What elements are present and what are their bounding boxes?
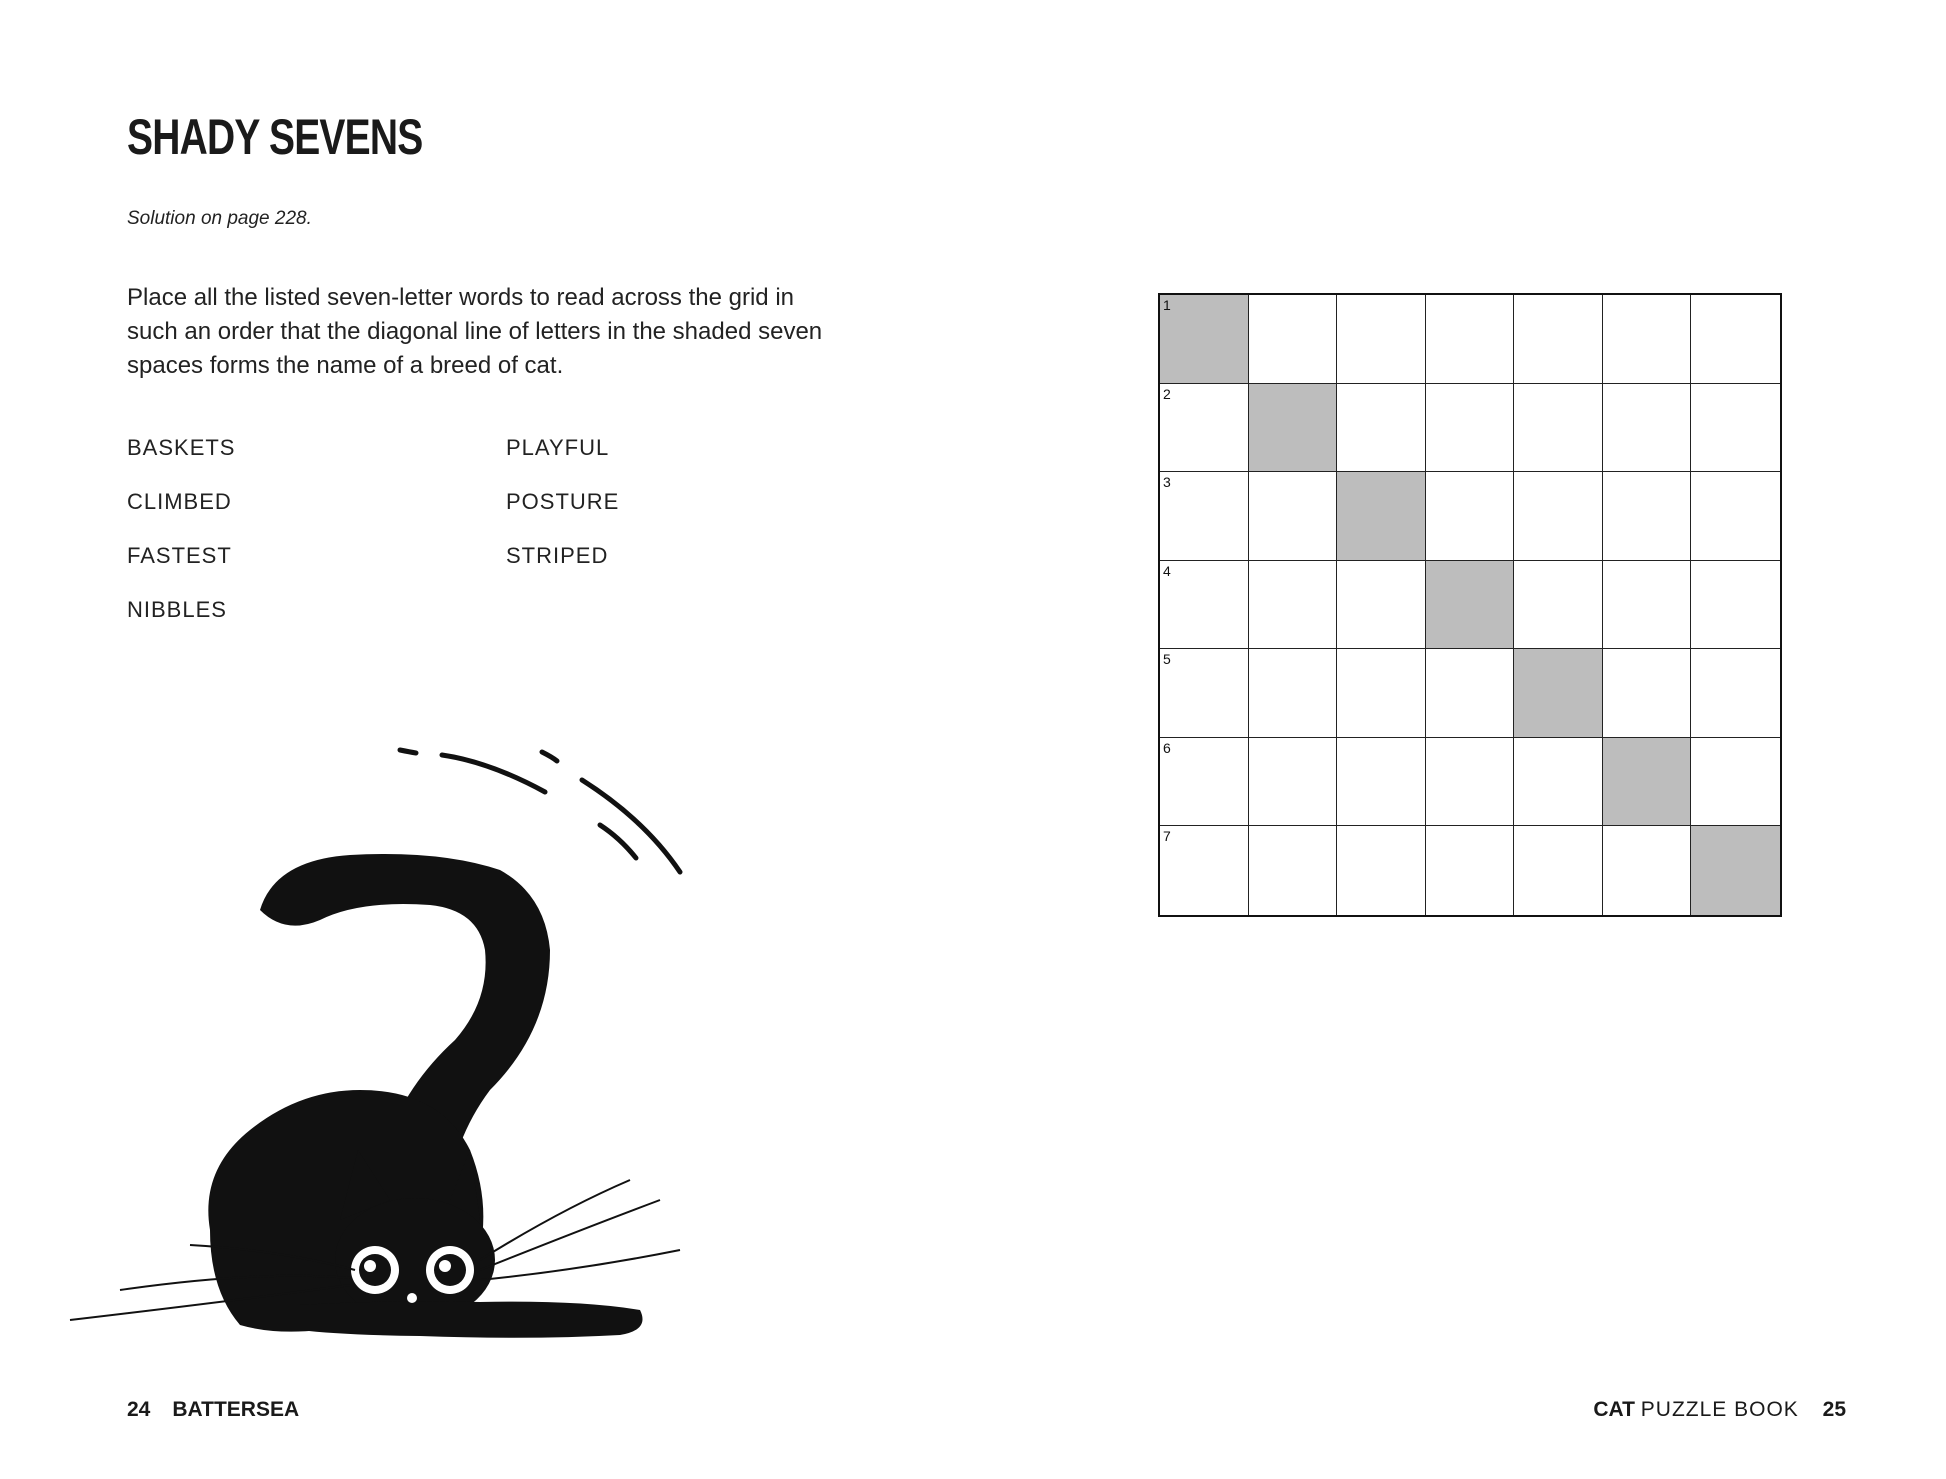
- grid-cell[interactable]: [1691, 649, 1780, 738]
- grid-cell[interactable]: [1603, 384, 1692, 473]
- grid-cell[interactable]: [1426, 295, 1515, 384]
- puzzle-instructions: Place all the listed seven-letter words to read across the grid in such an order that the diagonal line of letters in the shaded seven spaces forms the name of a breed of cat.: [127, 284, 823, 379]
- grid-cell[interactable]: [1514, 384, 1603, 473]
- grid-cell[interactable]: [1160, 826, 1249, 915]
- grid-cell[interactable]: [1691, 561, 1780, 650]
- footer-label: BATTERSEA: [172, 1398, 300, 1421]
- grid-cell-shaded[interactable]: [1249, 384, 1338, 473]
- row-number: 6: [1163, 739, 1171, 756]
- grid-cell-shaded[interactable]: [1426, 561, 1515, 650]
- row-number: 7: [1163, 828, 1171, 845]
- grid-cell[interactable]: [1337, 826, 1426, 915]
- grid-cell[interactable]: [1337, 561, 1426, 650]
- grid-cell[interactable]: [1603, 561, 1692, 650]
- grid-cell[interactable]: [1426, 649, 1515, 738]
- grid-cell[interactable]: [1514, 472, 1603, 561]
- grid-cell[interactable]: [1603, 649, 1692, 738]
- grid-cell[interactable]: [1426, 472, 1515, 561]
- grid-cell[interactable]: [1603, 472, 1692, 561]
- grid-cell[interactable]: [1249, 738, 1338, 827]
- grid-cell-shaded[interactable]: [1514, 649, 1603, 738]
- row-number: 1: [1163, 297, 1171, 313]
- grid-cell[interactable]: [1514, 738, 1603, 827]
- grid-cell[interactable]: [1249, 472, 1338, 561]
- left-footer: [127, 1398, 299, 1422]
- grid-cell[interactable]: [1337, 384, 1426, 473]
- grid-cell[interactable]: [1603, 826, 1692, 915]
- grid-cell[interactable]: [1249, 561, 1338, 650]
- grid-cell[interactable]: [1603, 295, 1692, 384]
- black-cat-illustration: [60, 730, 700, 1360]
- word-list-item: NIBBLES: [127, 597, 227, 622]
- grid-cell[interactable]: [1160, 561, 1249, 650]
- row-number: 2: [1163, 385, 1171, 402]
- grid-cell[interactable]: [1426, 826, 1515, 915]
- grid-cell[interactable]: [1691, 472, 1780, 561]
- word-list-item: POSTURE: [506, 489, 620, 514]
- word-list-item: PLAYFUL: [506, 435, 610, 460]
- grid-cell[interactable]: [1337, 295, 1426, 384]
- word-list-item: STRIPED: [506, 543, 609, 568]
- row-number: 4: [1163, 562, 1171, 579]
- grid-cell[interactable]: [1160, 472, 1249, 561]
- word-list-item: BASKETS: [127, 435, 236, 460]
- grid-cell[interactable]: [1691, 384, 1780, 473]
- grid-cell[interactable]: [1514, 295, 1603, 384]
- grid-cell[interactable]: [1514, 561, 1603, 650]
- solution-note: Solution on page 228.: [127, 208, 312, 229]
- grid-cell[interactable]: [1249, 826, 1338, 915]
- right-footer: [1593, 1398, 1846, 1422]
- grid-cell-shaded[interactable]: [1603, 738, 1692, 827]
- grid-cell[interactable]: [1249, 295, 1338, 384]
- grid-cell-shaded[interactable]: [1691, 826, 1780, 915]
- grid-cell-shaded[interactable]: [1160, 295, 1249, 384]
- word-list-item: CLIMBED: [127, 489, 232, 514]
- grid-cell[interactable]: [1337, 649, 1426, 738]
- grid-cell[interactable]: [1691, 738, 1780, 827]
- footer-label-bold: CAT: [1593, 1398, 1635, 1421]
- grid-cell[interactable]: [1337, 738, 1426, 827]
- footer-label-light: PUZZLE BOOK: [1640, 1398, 1799, 1421]
- grid-cell[interactable]: [1426, 738, 1515, 827]
- grid-cell[interactable]: [1160, 384, 1249, 473]
- grid-cell[interactable]: [1160, 738, 1249, 827]
- grid-cell[interactable]: [1514, 826, 1603, 915]
- grid-cell[interactable]: [1691, 295, 1780, 384]
- row-number: 3: [1163, 474, 1171, 491]
- grid-cell[interactable]: [1426, 384, 1515, 473]
- puzzle-grid: [1158, 293, 1782, 917]
- page-number: 25: [1822, 1398, 1846, 1421]
- row-number: 5: [1163, 651, 1171, 668]
- grid-cell[interactable]: [1160, 649, 1249, 738]
- grid-cell[interactable]: [1249, 649, 1338, 738]
- word-list-item: FASTEST: [127, 543, 232, 568]
- page-number: 24: [127, 1398, 151, 1421]
- grid-cell-shaded[interactable]: [1337, 472, 1426, 561]
- puzzle-title: SHADY SEVENS: [127, 109, 423, 165]
